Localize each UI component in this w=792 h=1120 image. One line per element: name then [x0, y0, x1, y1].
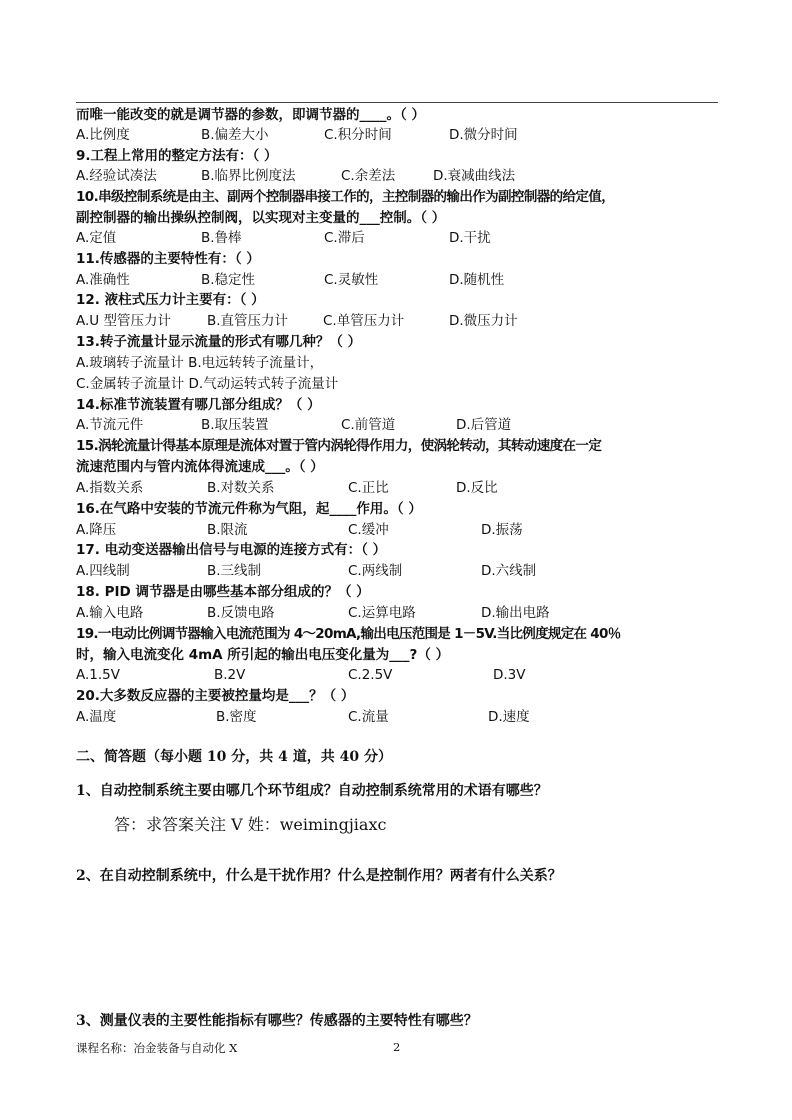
option-a: A.U 型管压力计: [76, 313, 171, 329]
option-a: A.比例度: [76, 127, 130, 143]
option-c: C.运算电路: [348, 605, 416, 621]
option-a: A.准确性: [76, 272, 130, 288]
option-a: A.温度: [76, 709, 117, 725]
question-18: 18. PID 调节器是由哪些基本部分组成的？（ ）: [76, 584, 370, 600]
option-b: B.鲁棒: [201, 230, 242, 246]
short-question-1: 1、自动控制系统主要由哪几个环节组成？自动控制系统常用的术语有哪些？: [76, 783, 548, 799]
footer-course-name: 课程名称：冶金装备与自动化 X: [76, 1041, 238, 1055]
question-8-cont: 而唯一能改变的就是调节器的参数，即调节器的____。（ ）: [76, 107, 425, 123]
option-a: A.四线制: [76, 563, 130, 579]
option-c: C.滞后: [324, 230, 365, 246]
option-c: C.正比: [348, 480, 389, 496]
option-c: C.流量: [348, 709, 389, 725]
option-b: B.取压装置: [201, 417, 269, 433]
option-c: C.余差法: [341, 168, 396, 184]
question-20: 20.大多数反应器的主要被控量均是___？（ ）: [76, 688, 355, 704]
option-a: A.指数关系: [76, 480, 144, 496]
option-c: C.两线制: [348, 563, 403, 579]
option-b: B.临界比例度法: [201, 168, 296, 184]
question-11: 11.传感器的主要特性有：（ ）: [76, 251, 260, 267]
option-a: A.1.5V: [76, 667, 120, 683]
option-d: D.六线制: [481, 563, 537, 579]
option-a: A.经验试凑法: [76, 168, 157, 184]
option-c: C.前管道: [341, 417, 396, 433]
option-d: D.3V: [493, 667, 526, 683]
options-q13-ab: A.玻璃转子流量计 B.电远转转子流量计，: [76, 355, 324, 371]
answer-text: 答：求答案关注 V 姓：weimingjiaxc: [114, 815, 387, 834]
question-10-line1: 10.串级控制系统是由主、副两个控制器串接工作的，主控制器的输出作为副控制器的给定值，: [76, 189, 615, 205]
header-rule: [76, 102, 718, 103]
option-b: B.限流: [207, 522, 248, 538]
option-c: C.缓冲: [348, 522, 389, 538]
option-d: D.干扰: [449, 230, 491, 246]
option-c: C.灵敏性: [324, 272, 379, 288]
option-b: B.对数关系: [207, 480, 275, 496]
option-b: B.稳定性: [201, 272, 256, 288]
option-a: A.输入电路: [76, 605, 144, 621]
options-q13-cd: C.金属转子流量计 D.气动运转式转子流量计: [76, 376, 339, 392]
option-d: D.输出电路: [481, 605, 550, 621]
short-question-2: 2、在自动控制系统中，什么是干扰作用？什么是控制作用？两者有什么关系？: [76, 868, 562, 884]
question-9: 9.工程上常用的整定方法有：（ ）: [76, 148, 278, 164]
option-d: D.反比: [456, 480, 498, 496]
option-c: C.单管压力计: [323, 313, 405, 329]
option-b: B.2V: [214, 667, 246, 683]
option-d: D.振荡: [481, 522, 523, 538]
question-14: 14.标准节流装置有哪几部分组成？（ ）: [76, 397, 321, 413]
question-13: 13.转子流量计显示流量的形式有哪几种？（ ）: [76, 334, 362, 350]
question-12: 12. 液柱式压力计主要有：（ ）: [76, 292, 265, 308]
option-b: B.三线制: [207, 563, 262, 579]
option-a: A.定值: [76, 230, 117, 246]
option-a: A.降压: [76, 522, 117, 538]
option-d: D.后管道: [456, 417, 512, 433]
option-d: D.速度: [488, 709, 530, 725]
question-16: 16.在气路中安装的节流元件称为气阻，起____作用。（ ）: [76, 501, 422, 517]
question-19-line2: 时，输入电流变化 4mA 所引起的输出电压变化量为___?（ ）: [76, 647, 450, 663]
question-17: 17. 电动变送器输出信号与电源的连接方式有：（ ）: [76, 542, 387, 558]
option-d: D.微压力计: [449, 313, 518, 329]
option-a: A.节流元件: [76, 417, 144, 433]
question-19-line1: 19.一电动比例调节器输入电流范围为 4～20mA,输出电压范围是 1－5V.当比例度规定在 40％: [76, 626, 621, 642]
option-b: B.密度: [216, 709, 257, 725]
question-10-line2: 副控制器的输出操纵控制阀，以实现对主变量的___控制。（ ）: [76, 210, 446, 226]
option-d: D.随机性: [449, 272, 505, 288]
question-15-line1: 15.涡轮流量计得基本原理是流体对置于管内涡轮得作用力，使涡轮转动，其转动速度在一定: [76, 438, 602, 454]
option-d: D.衰减曲线法: [433, 168, 516, 184]
section-title: 二、简答题（每小题 10 分，共 4 道，共 40 分）: [76, 749, 392, 765]
short-question-3: 3、测量仪表的主要性能指标有哪些？传感器的主要特性有哪些？: [76, 1013, 478, 1029]
page-number: 2: [393, 1040, 401, 1054]
option-b: B.反馈电路: [207, 605, 275, 621]
option-b: B.偏差大小: [201, 127, 269, 143]
question-15-line2: 流速范围内与管内流体得流速成___。（ ）: [76, 459, 324, 475]
option-b: B.直管压力计: [207, 313, 289, 329]
option-c: C.2.5V: [348, 667, 393, 683]
option-c: C.积分时间: [324, 127, 392, 143]
option-d: D.微分时间: [449, 127, 518, 143]
